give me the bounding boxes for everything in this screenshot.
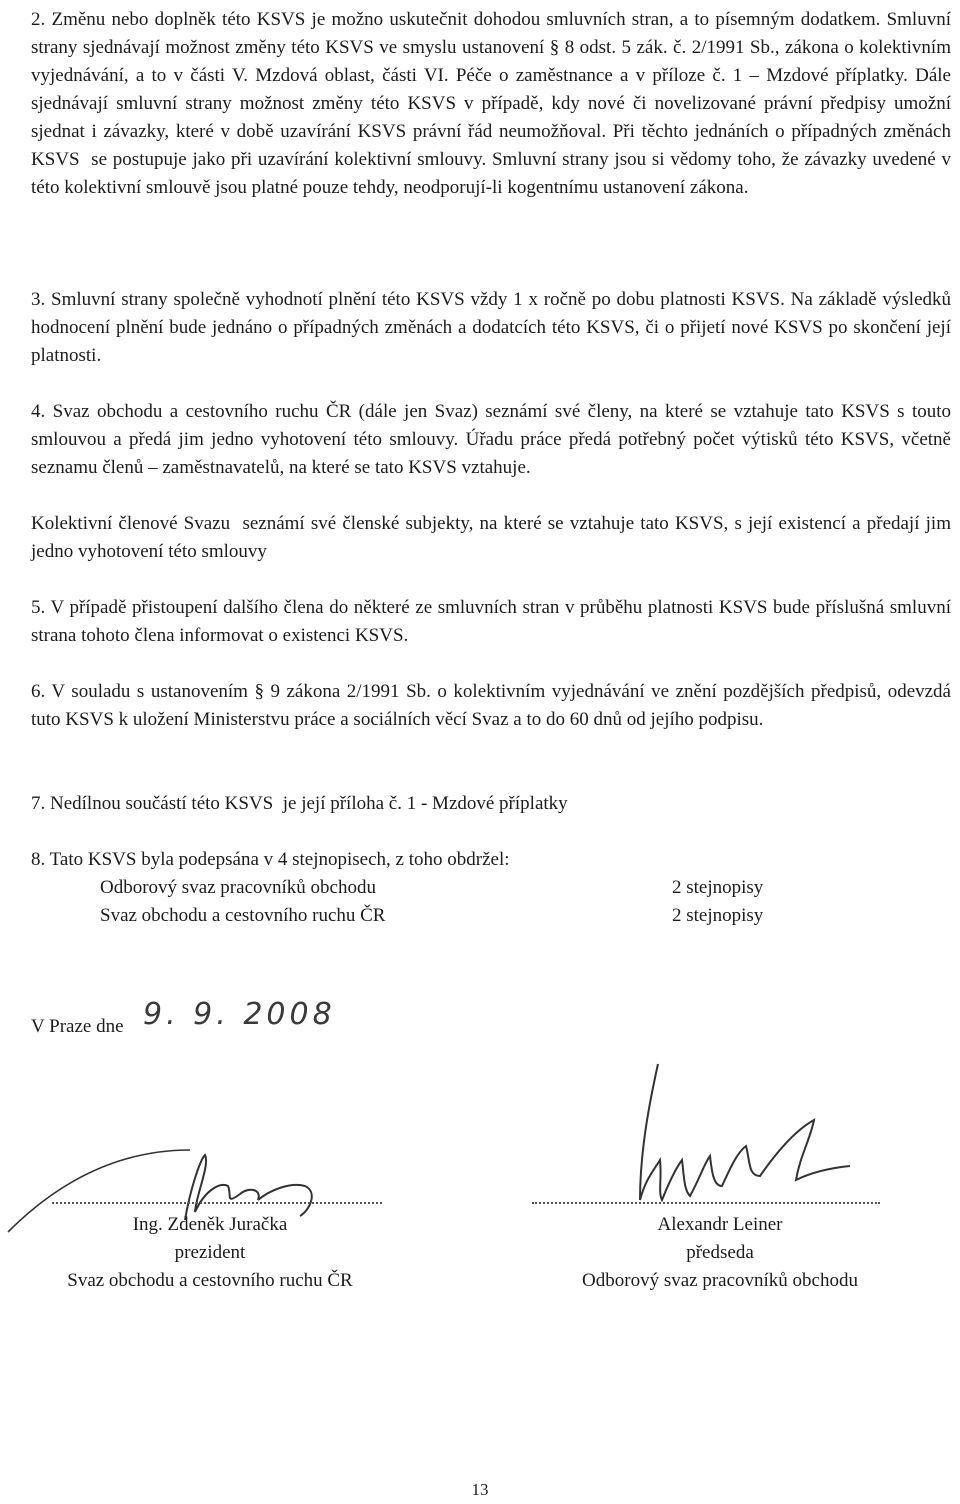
copies-list	[100, 874, 820, 930]
signature-line-right	[532, 1202, 880, 1204]
signatory-left	[20, 1211, 400, 1295]
page-number: 13	[471, 1480, 489, 1499]
paragraph-4-continued: Kolektivní členové Svazu seznámí své členské subjekty, na které se vztahuje tato KSVS, s její existencí a předají jim jedno vyhotovení této smlouvy	[31, 513, 956, 562]
place-label: V Praze dne	[31, 1016, 124, 1037]
signatory-role: prezident	[174, 1242, 246, 1263]
signature-right-icon	[600, 1060, 860, 1220]
signatory-name: Alexandr Leiner	[657, 1214, 783, 1235]
paragraph-3: 3. Smluvní strany společně vyhodnotí plnění této KSVS vždy 1 x ročně po dobu platnosti KSVS. Na základě výsledků hodnocení plnění bude jednáno o případných změnách a dodatcích této KSVS, či o přijetí nové KSVS po skončení její platnosti.	[31, 289, 956, 366]
paragraph-2: 2. Změnu nebo doplněk této KSVS je možno uskutečnit dohodou smluvních stran, a to písemným dodatkem. Smluvní strany sjednávají možnost změny této KSVS ve smyslu ustanovení § 8 odst. 5 zák. č. 2/1991 Sb., zákona o kolektivním vyjednávání, a to v části V. Mzdová oblast, části VI. Péče o zaměstnance a v příloze č. 1 – Mzdové příplatky. Dále sjednávají smluvní strany možnost změny této KSVS v případě, kdy nové či novelizované právní předpisy umožní sjednat i závazky, které v době uzavírání KSVS právní řád neumožňoval. Při těchto jednáních o případných změnách KSVS se postupuje jako při uzavírání kolektivní smlouvy. Smluvní strany jsou si vědomy toho, že závazky uvedené v této kolektivní smlouvě jsou platné pouze tehdy, neodporují-li kogentnímu ustanovení zákona.	[31, 9, 956, 198]
copy-party: Svaz obchodu a cestovního ruchu ČR	[100, 905, 386, 926]
signature-line-left	[52, 1202, 382, 1204]
paragraph-4: 4. Svaz obchodu a cestovního ruchu ČR (dále jen Svaz) seznámí své členy, na které se vztahuje tato KSVS s touto smlouvou a předá jim jedno vyhotovení této smlouvy. Úřadu práce předá potřebný počet výtisků této KSVS, včetně seznamu členů – zaměstnavatelů, na které se tato KSVS vztahuje.	[31, 401, 956, 478]
paragraph-7: 7. Nedílnou součástí této KSVS je její příloha č. 1 - Mzdové příplatky	[31, 793, 568, 814]
copy-count: 2 stejnopisy	[672, 877, 764, 898]
paragraph-5: 5. V případě přistoupení dalšího člena do některé ze smluvních stran v průběhu platnosti KSVS bude příslušná smluvní strana tohoto člena informovat o existenci KSVS.	[31, 597, 956, 646]
paragraph-6: 6. V souladu s ustanovením § 9 zákona 2/1991 Sb. o kolektivním vyjednávání ve znění pozdějších předpisů, odevzdá tuto KSVS k uložení Ministerstvu práce a sociálních věcí Svaz a to do 60 dnů od jejího podpisu.	[31, 681, 956, 730]
copy-party: Odborový svaz pracovníků obchodu	[100, 877, 376, 898]
handwritten-date: 9. 9. 2008	[143, 997, 336, 1032]
copy-count: 2 stejnopisy	[672, 905, 764, 926]
signatory-right	[520, 1211, 920, 1295]
copies-row	[100, 902, 820, 930]
signatory-role: předseda	[686, 1242, 754, 1263]
copies-row	[100, 874, 820, 902]
signatory-organization: Odborový svaz pracovníků obchodu	[582, 1270, 858, 1291]
signatory-name: Ing. Zdeněk Juračka	[132, 1214, 288, 1235]
paragraph-8: 8. Tato KSVS byla podepsána v 4 stejnopisech, z toho obdržel:	[31, 849, 510, 870]
signatory-organization: Svaz obchodu a cestovního ruchu ČR	[67, 1270, 353, 1291]
